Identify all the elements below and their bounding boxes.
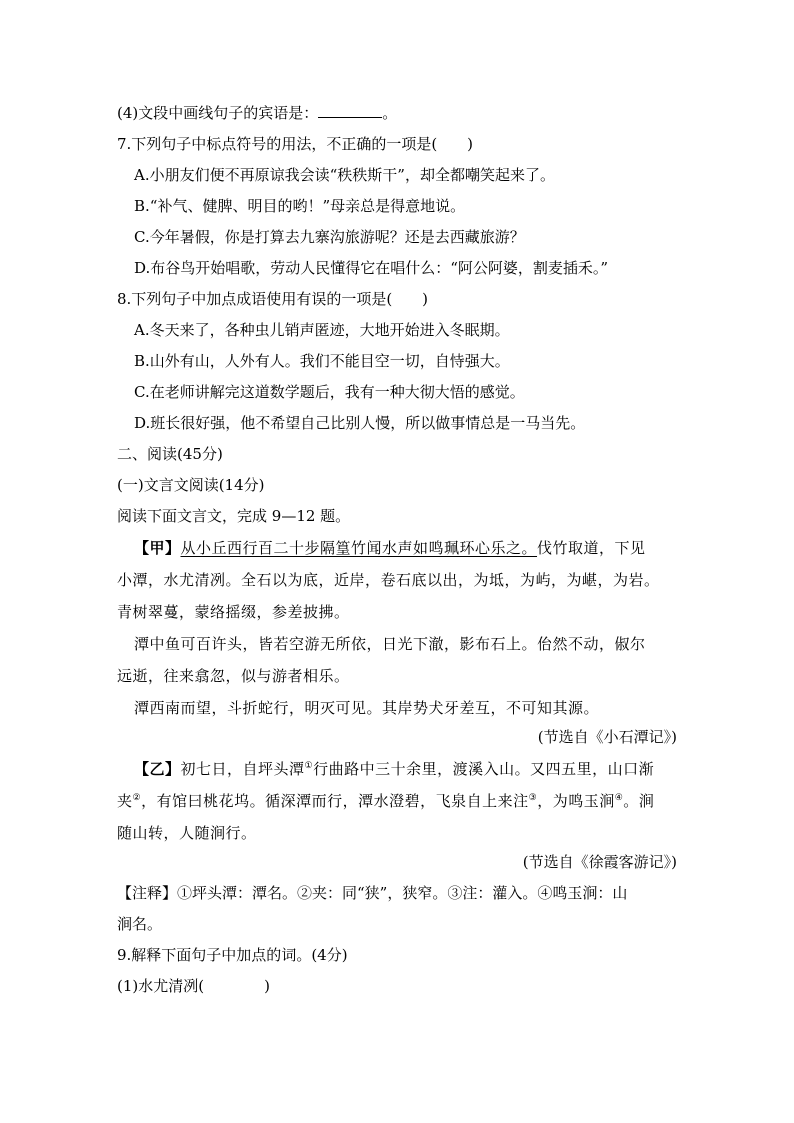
question-7-option-d: D.布谷鸟开始唱歌，劳动人民懂得它在唱什么：“阿公阿婆，割麦插禾。” — [134, 259, 609, 277]
question-8-option-a: A.冬天来了，各种虫儿销声匿迹，大地开始进入冬眠期。 — [134, 321, 510, 339]
question-8-option-c: C.在老师讲解完这道数学题后，我有一种大彻大悟的感觉。 — [134, 383, 525, 401]
footnote-marker: ② — [132, 793, 142, 803]
section-heading: 二、阅读(45分) — [117, 445, 223, 463]
passage-jia-p2-line-1: 潭中鱼可百许头，皆若空游无所依，日光下澈，影布石上。佁然不动，俶尔 — [134, 635, 646, 653]
footnote-marker: ③ — [528, 793, 538, 803]
passage-jia-line-1: 【甲】从小丘西行百二十步隔篁竹闻水声如鸣珮环心乐之。伐竹取道，下见 — [134, 539, 646, 557]
question-7-stem: 7.下列句子中标点符号的用法，不正确的一项是( ) — [117, 135, 474, 153]
annotation-line-2: 涧名。 — [117, 915, 163, 933]
passage-yi-line-1: 【乙】初七日，自坪头潭①行曲路中三十余里，渡溪入山。又四五里，山口渐 — [134, 760, 655, 778]
footnote-marker: ④ — [614, 793, 624, 803]
question-8-option-b: B.山外有山，人外有人。我们不能目空一切，自恃强大。 — [134, 352, 510, 370]
question-8-stem: 8.下列句子中加点成语使用有误的一项是( ) — [117, 290, 429, 308]
question-7-option-c: C.今年暑假，你是打算去九寨沟旅游呢？还是去西藏旅游？ — [134, 228, 525, 246]
answer-blank[interactable] — [318, 103, 382, 118]
passage-jia-line-2: 小潭，水尤清冽。全石以为底，近岸，卷石底以出，为坻，为屿，为嵁，为岩。 — [117, 571, 660, 589]
passage-jia-source: (节选自《小石潭记》) — [537, 728, 677, 746]
question-6-4: (4)文段中画线句子的宾语是： 。 — [117, 104, 398, 122]
question-9-stem: 9.解释下面句子中加点的词。(4分) — [117, 946, 348, 964]
question-7-option-b: B.“补气、健脾、明目的哟！”母亲总是得意地说。 — [134, 197, 466, 215]
subsection-heading: (一)文言文阅读(14分) — [117, 476, 265, 494]
passage-jia-p2-line-2: 远逝，往来翕忽，似与游者相乐。 — [117, 667, 350, 685]
question-9-item-1: (1)水尤清冽( ) — [117, 977, 270, 995]
annotation-line-1: 【注释】①坪头潭：潭名。②夹：同“狭”，狭窄。③注：灌入。④鸣玉涧：山 — [117, 884, 628, 902]
passage-yi-line-3: 随山转，人随涧行。 — [117, 824, 257, 842]
reading-instruction: 阅读下面文言文，完成 9—12 题。 — [117, 507, 351, 525]
passage-jia-p3-line-1: 潭西南而望，斗折蛇行，明灭可见。其岸势犬牙差互，不可知其源。 — [134, 699, 600, 717]
passage-jia-line-3: 青树翠蔓，蒙络摇缀，参差披拂。 — [117, 603, 350, 621]
passage-yi-source: (节选自《徐霞客游记》) — [522, 853, 677, 871]
question-7-option-a: A.小朋友们便不再原谅我会读“秩秩斯干”，却全都嘲笑起来了。 — [134, 166, 555, 184]
passage-yi-line-2: 夹②，有馆曰桃花坞。循深潭而行，潭水澄碧，飞泉自上来注③，为鸣玉涧④。涧 — [117, 792, 655, 810]
underlined-sentence: 从小丘西行百二十步隔篁竹闻水声如鸣珮环心乐之。 — [180, 539, 538, 557]
question-8-option-d: D.班长很好强，他不希望自己比别人慢，所以做事情总是一马当先。 — [134, 414, 586, 432]
footnote-marker: ① — [304, 761, 314, 771]
